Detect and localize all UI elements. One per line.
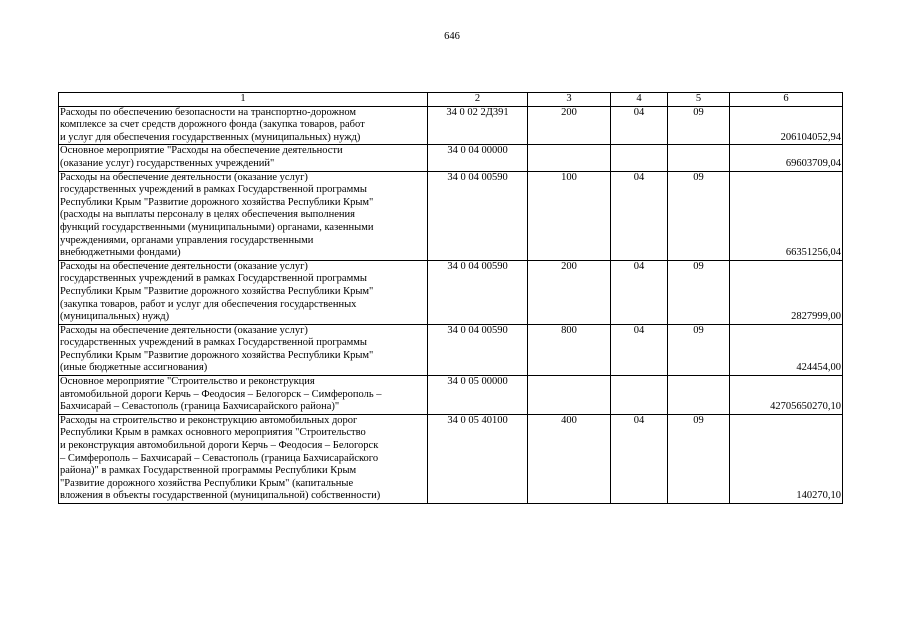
target-article-code: 34 0 04 00590 — [428, 171, 528, 260]
expense-type-code: 400 — [528, 414, 611, 503]
expense-type-code: 200 — [528, 106, 611, 145]
description-line: внебюджетными фондами) — [60, 247, 181, 259]
section-code: 04 — [611, 414, 668, 503]
expense-type-code: 800 — [528, 324, 611, 375]
table-row — [59, 376, 843, 415]
description-line: государственных учреждений в рамках Государственной программы — [60, 337, 367, 349]
table-row — [59, 106, 843, 145]
description-line: Республики Крым "Развитие дорожного хозяйства Республики Крым" — [60, 285, 374, 297]
amount: 66351256,04 — [730, 171, 843, 260]
row-description — [59, 260, 428, 324]
description-line: государственных учреждений в рамках Государственной программы — [60, 273, 367, 285]
table-row — [59, 171, 843, 260]
description-line: Расходы по обеспечению безопасности на транспортно-дорожном — [60, 106, 357, 118]
description-line: Бахчисарай – Севастополь (граница Бахчисарайского района)" — [60, 401, 340, 413]
description-line: Республики Крым "Развитие дорожного хозяйства Республики Крым" — [60, 196, 374, 208]
description-line: (закупка товаров, работ и услуг для обеспечения государственных — [60, 298, 357, 310]
description-line: района)" в рамках Государственной программы Республики Крым — [60, 465, 357, 477]
column-header: 4 — [611, 93, 668, 107]
description-line: Расходы на обеспечение деятельности (оказание услуг) — [60, 260, 308, 272]
expense-type-code — [528, 376, 611, 415]
amount: 206104052,94 — [730, 106, 843, 145]
column-header: 2 — [428, 93, 528, 107]
table-row — [59, 324, 843, 375]
section-code: 04 — [611, 106, 668, 145]
table-header-row — [59, 93, 843, 107]
target-article-code: 34 0 05 40100 — [428, 414, 528, 503]
column-header: 1 — [59, 93, 428, 107]
amount: 424454,00 — [730, 324, 843, 375]
description-line: Расходы на обеспечение деятельности (оказание услуг) — [60, 324, 308, 336]
subsection-code: 09 — [668, 324, 730, 375]
section-code — [611, 145, 668, 171]
description-line: (муниципальных) нужд) — [60, 311, 170, 323]
amount: 2827999,00 — [730, 260, 843, 324]
subsection-code: 09 — [668, 106, 730, 145]
target-article-code: 34 0 02 2Д391 — [428, 106, 528, 145]
row-description — [59, 171, 428, 260]
subsection-code — [668, 145, 730, 171]
amount: 42705650270,10 — [730, 376, 843, 415]
section-code — [611, 376, 668, 415]
description-line: государственных учреждений в рамках Государственной программы — [60, 184, 367, 196]
description-line: Основное мероприятие "Строительство и реконструкция — [60, 376, 315, 388]
description-line: и реконструкция автомобильной дороги Керчь – Феодосия – Белогорск — [60, 440, 379, 452]
table-row — [59, 414, 843, 503]
description-line: и услуг для обеспечения государственных (муниципальных) нужд) — [60, 131, 361, 143]
description-line: Республики Крым в рамках основного мероприятия "Строительство — [60, 427, 366, 439]
table-row — [59, 145, 843, 171]
expense-type-code — [528, 145, 611, 171]
subsection-code: 09 — [668, 171, 730, 260]
column-header: 3 — [528, 93, 611, 107]
description-line: (оказание услуг) государственных учреждений" — [60, 157, 275, 169]
description-line: Расходы на обеспечение деятельности (оказание услуг) — [60, 171, 308, 183]
target-article-code: 34 0 04 00000 — [428, 145, 528, 171]
expense-type-code: 200 — [528, 260, 611, 324]
table-row — [59, 260, 843, 324]
subsection-code: 09 — [668, 260, 730, 324]
description-line: (иные бюджетные ассигнования) — [60, 362, 208, 374]
description-line: вложения в объекты государственной (муниципальной) собственности) — [60, 490, 381, 502]
amount: 140270,10 — [730, 414, 843, 503]
column-header: 6 — [730, 93, 843, 107]
description-line: Республики Крым "Развитие дорожного хозяйства Республики Крым" — [60, 349, 374, 361]
subsection-code — [668, 376, 730, 415]
expense-type-code: 100 — [528, 171, 611, 260]
section-code: 04 — [611, 260, 668, 324]
description-line: автомобильной дороги Керчь – Феодосия – Белогорск – Симферополь – — [60, 388, 382, 400]
row-description — [59, 324, 428, 375]
section-code: 04 — [611, 171, 668, 260]
target-article-code: 34 0 04 00590 — [428, 260, 528, 324]
page-number: 646 — [444, 31, 460, 42]
row-description — [59, 376, 428, 415]
description-line: функций государственными (муниципальными) органами, казенными — [60, 221, 374, 233]
description-line: Основное мероприятие "Расходы на обеспечение деятельности — [60, 145, 343, 157]
description-line: (расходы на выплаты персоналу в целях обеспечения выполнения — [60, 209, 355, 221]
target-article-code: 34 0 04 00590 — [428, 324, 528, 375]
column-header: 5 — [668, 93, 730, 107]
section-code: 04 — [611, 324, 668, 375]
row-description — [59, 145, 428, 171]
description-line: комплексе за счет средств дорожного фонда (закупка товаров, работ — [60, 119, 365, 131]
target-article-code: 34 0 05 00000 — [428, 376, 528, 415]
amount: 69603709,04 — [730, 145, 843, 171]
subsection-code: 09 — [668, 414, 730, 503]
description-line: – Симферополь – Бахчисарай – Севастополь (граница Бахчисарайского — [60, 452, 379, 464]
description-line: Расходы на строительство и реконструкцию автомобильных дорог — [60, 414, 358, 426]
description-line: "Развитие дорожного хозяйства Республики Крым" (капитальные — [60, 477, 354, 489]
budget-table — [58, 92, 843, 504]
row-description — [59, 414, 428, 503]
description-line: учреждениями, органами управления государственными — [60, 234, 314, 246]
row-description — [59, 106, 428, 145]
